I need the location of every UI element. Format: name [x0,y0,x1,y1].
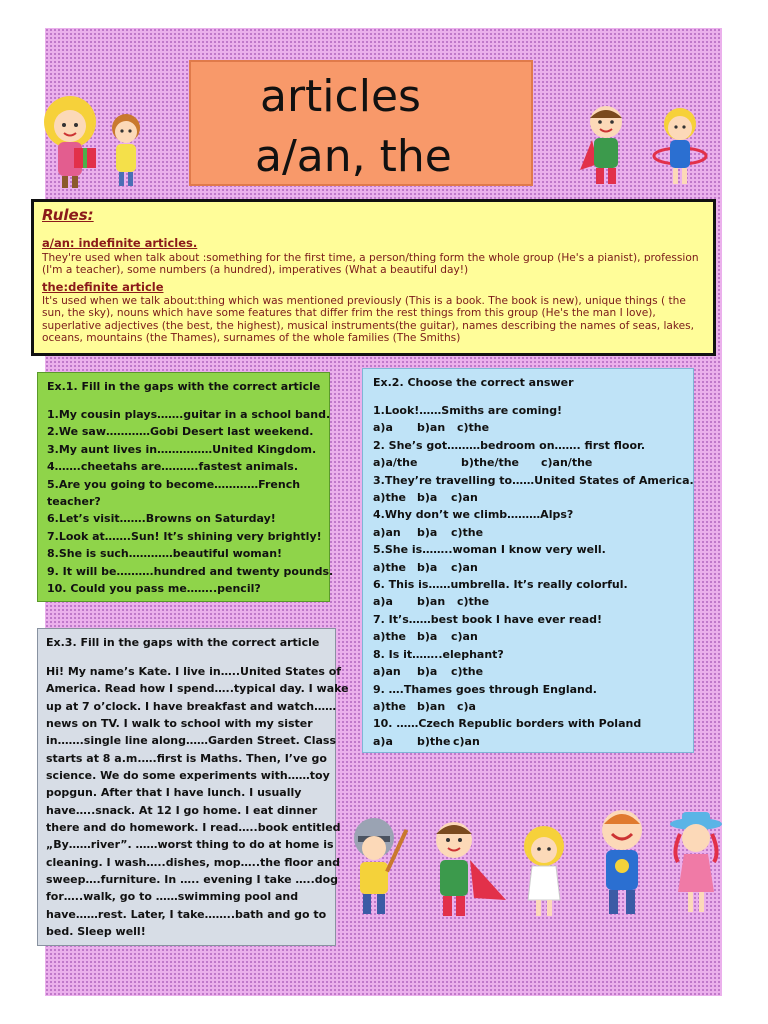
answer-option[interactable]: a)a/the [373,456,418,470]
kids-with-gift-illustration [34,92,152,192]
answer-options-2 [373,454,694,471]
indefinite-article-heading: a/an: indefinite articles. [42,236,198,250]
answer-option[interactable]: b)a [417,665,438,679]
rules-heading: Rules: [42,206,94,224]
question-8: 8. Is it……..elephant? [373,647,504,661]
answer-option[interactable]: b)the/the [461,456,520,470]
exercise-line: 9. It will be……….hundred and twenty pounds. [47,564,334,578]
exercise-line: 6.Let’s visit…….Browns on Saturday! [47,512,276,526]
answer-option[interactable]: a)a [373,421,393,435]
exercise-3-title: Ex.3. Fill in the gaps with the correct article [46,636,320,649]
title-articles: articles [260,71,421,122]
title-a-an-the: a/an, the [255,131,452,182]
answer-option[interactable]: c)the [457,421,490,435]
question-5: 5.She is……..woman I know very well. [373,543,606,557]
answer-option[interactable]: b)the [417,734,451,748]
answer-options-9 [373,698,694,715]
answer-options-8 [373,663,694,680]
definite-article-heading: the:definite article [42,280,164,294]
exercise-line: 2.We saw…………Gobi Desert last weekend. [47,425,314,439]
exercise-2-lines [373,402,694,750]
answer-options-6 [373,593,694,610]
exercise-line: 1.My cousin plays…….guitar in a school band. [47,408,331,421]
answer-option[interactable]: b)a [417,525,438,539]
exercise-line: cleaning. I wash…..dishes, mop…..the floor and [46,855,341,869]
exercise-line: have…..snack. At 12 I go home. I eat dinner [46,803,318,817]
answer-option[interactable]: c)the [451,665,484,679]
exercise-line: „By……river”. ……worst thing to do at home is [46,838,334,852]
exercise-line: in…….single line along……Garden Street. Class [46,734,337,748]
answer-option[interactable]: a)the [373,630,406,644]
exercise-1-title: Ex.1. Fill in the gaps with the correct article [47,380,321,393]
exercise-line: science. We do some experiments with……toy [46,769,330,783]
answer-option[interactable]: b)an [417,595,446,609]
exercise-line: for…..walk, go to ……swimming pool and [46,890,299,904]
answer-option[interactable]: a)the [373,560,406,574]
kids-group-illustration [346,808,722,924]
answer-option[interactable]: a)a [373,734,393,748]
exercise-line: popgun. After that I have lunch. I usually [46,786,302,800]
answer-option[interactable]: c)an [451,491,478,505]
exercise-line: Hi! My name’s Kate. I live in…..United States of [46,665,342,678]
exercise-line: 10. Could you pass me……..pencil? [47,582,261,596]
answer-options-3 [373,489,694,506]
exercise-line: up at 7 o’clock. I have breakfast and watch…… [46,699,337,713]
answer-option[interactable]: b)a [417,560,438,574]
question-7: 7. It’s……best book I have ever read! [373,612,603,626]
answer-options-7 [373,628,694,645]
definite-article-text: It's used when we talk about:thing which was mentioned previously (This is a book. The book is new), unique things ( the sun, the sky), nouns which have some features that differ frim the rest things from this group (He's the man I love), superlative adjectives (the best, the highest), musical instruments(the guitar), names describing the names of seas, lakes, oceans, mountains (the Thames), surnames of the whole families (The Smiths) [42,295,695,344]
exercise-3-box [37,628,349,946]
answer-option[interactable]: a)an [373,525,401,539]
exercise-line: 8.She is such…………beautiful woman! [47,547,283,561]
answer-option[interactable]: a)the [373,699,406,713]
exercise-2-box [362,368,694,753]
answer-option[interactable]: b)a [417,630,438,644]
exercise-1-box [37,372,334,602]
answer-option[interactable]: c)an [453,734,480,748]
answer-option[interactable]: c)a [457,699,476,713]
answer-options-10 [373,733,694,750]
exercise-line: bed. Sleep well! [46,925,146,939]
exercise-line: 3.My aunt lives in……………United Kingdom. [47,442,317,456]
exercise-line: news on TV. I walk to school with my sister [46,717,313,731]
answer-options-4 [373,524,694,541]
kids-superhero-hoop-illustration [562,104,722,190]
answer-option[interactable]: a)the [373,491,406,505]
answer-option[interactable]: b)a [417,491,438,505]
answer-options-1 [373,419,694,436]
exercise-2-title: Ex.2. Choose the correct answer [373,376,574,389]
answer-option[interactable]: c)the [457,595,490,609]
exercise-line: 4…….cheetahs are……….fastest animals. [47,460,298,474]
answer-option[interactable]: b)an [417,699,446,713]
answer-option[interactable]: c)the [451,525,484,539]
answer-option[interactable]: c)an [451,630,478,644]
exercise-line: America. Read how I spend…..typical day. I wake [46,682,349,696]
exercise-line: 7.Look at…….Sun! It’s shining very brightly! [47,529,322,543]
answer-option[interactable]: a)a [373,595,393,609]
answer-option[interactable]: b)an [417,421,446,435]
exercise-line: sweep….furniture. In ….. evening I take …..dog [46,873,339,887]
exercise-line: have……rest. Later, I take……..bath and go to [46,907,327,921]
question-3: 3.They’re travelling to……United States of America. [373,473,694,487]
answer-option[interactable]: a)an [373,665,401,679]
answer-options-5 [373,559,694,576]
question-9: 9. ….Thames goes through England. [373,682,597,696]
answer-option[interactable]: c)an/the [541,456,593,470]
indefinite-article-text: They're used when talk about :something for the first time, a person/thing form the whole group (He's a pianist), profession (I'm a teacher), some numbers (a hundred), imperatives (What a beautiful day!) [42,252,699,277]
exercise-line: 5.Are you going to become…………French [47,477,301,491]
exercise-1-lines [47,406,333,597]
question-6: 6. This is……umbrella. It’s really colorful. [373,578,628,592]
exercise-line: there and do homework. I read…..book entitled [46,821,341,835]
exercise-line: starts at 8 a.m.….first is Maths. Then, I’ve go [46,751,327,765]
exercise-line: teacher? [47,495,101,509]
question-1: 1.Look!……Smiths are coming! [373,404,563,417]
question-4: 4.Why don’t we climb………Alps? [373,508,574,522]
question-2: 2. She’s got………bedroom on……. first floor. [373,438,646,452]
answer-option[interactable]: c)an [451,560,478,574]
exercise-3-lines [46,663,349,941]
question-10: 10. ……Czech Republic borders with Poland [373,717,642,731]
